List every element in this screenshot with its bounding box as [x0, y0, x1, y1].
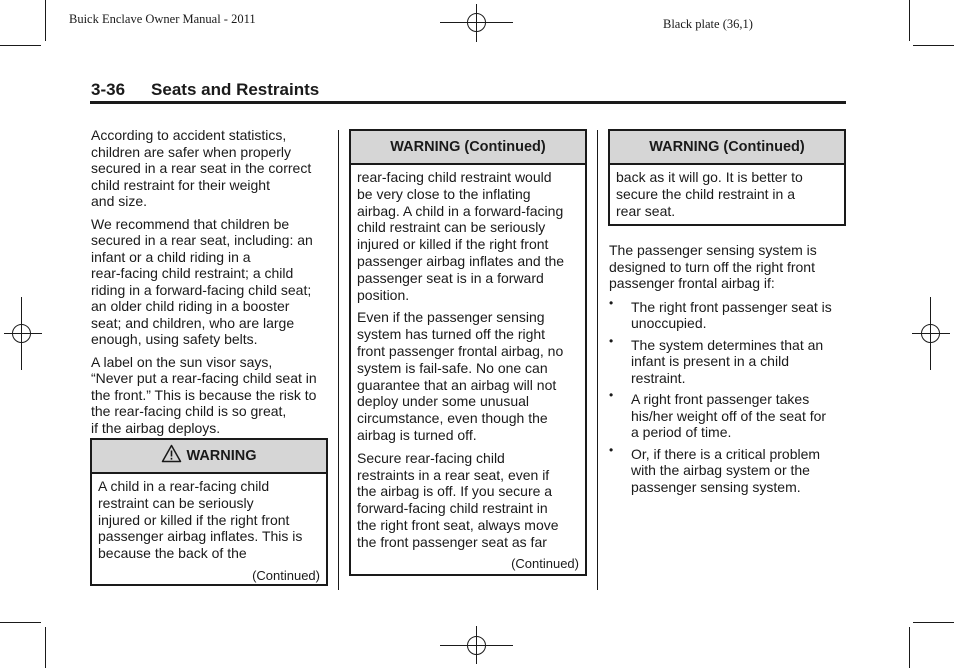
text-line: airbag is turned off. — [357, 426, 477, 443]
paragraph-sensing-system-intro — [609, 242, 849, 292]
crop-mark-tl-h — [0, 45, 41, 46]
text-line: The passenger sensing system is — [609, 242, 817, 258]
section-rule — [90, 101, 846, 104]
text-line: rear-facing child restraint would — [357, 169, 552, 185]
text-line: rear seat. — [616, 202, 676, 219]
bullet-icon: • — [609, 442, 614, 457]
continued-label: (Continued) — [252, 568, 320, 583]
text-line: guarantee that an airbag will not — [357, 376, 557, 393]
text-line: forward-facing child restraint in — [357, 500, 548, 517]
text-line: be very close to the inflating — [357, 185, 531, 202]
section-heading — [91, 80, 319, 100]
text-line: deploy under some unusual — [357, 393, 530, 410]
crop-mark-tr-v — [909, 0, 910, 41]
crop-mark-tl-v — [45, 0, 46, 41]
manual-title: Buick Enclave Owner Manual - 2011 — [69, 12, 256, 26]
warning-box-3 — [608, 129, 846, 226]
text-line: unoccupied. — [631, 315, 707, 331]
registration-mark-left-circle — [12, 324, 31, 343]
text-line: the front.” This is because the risk to — [91, 386, 317, 403]
text-line: infant or a child riding in a — [91, 248, 251, 265]
text-line: Or, if there is a critical problem — [631, 445, 821, 462]
text-line: designed to turn off the right front — [609, 258, 815, 275]
text-line: passenger airbag inflates. This is — [98, 528, 303, 545]
warning-body — [616, 169, 803, 219]
warning-box-1 — [90, 438, 328, 586]
text-line: and size. — [91, 193, 148, 209]
column-3 — [609, 242, 849, 495]
text-line: passenger airbag inflates and the — [357, 252, 565, 269]
text-line: because the back of the — [98, 545, 247, 562]
text-line: secure the child restraint in a — [616, 185, 795, 202]
plate-label: Black plate (36,1) — [663, 17, 753, 31]
text-line: if the airbag deploys. — [91, 419, 221, 436]
text-line: back as it will go. It is better to — [616, 169, 803, 185]
text-line: infant is present in a child — [631, 353, 789, 369]
warning-paragraph-1 — [357, 169, 564, 303]
text-line: secured in a rear seat in the correct — [91, 160, 312, 176]
text-line: enough, using safety belts. — [91, 331, 258, 347]
warning-body — [357, 169, 564, 551]
crop-mark-bl-v — [45, 627, 46, 668]
bullet-list-item — [609, 333, 849, 387]
text-line: restraint can be seriously — [98, 494, 254, 511]
text-line: passenger seat is in a forward — [357, 269, 544, 286]
text-line: the rear-facing child is so great, — [91, 403, 287, 419]
continued-label: (Continued) — [511, 556, 579, 571]
warning-triangle-icon — [161, 443, 182, 476]
bullet-list-item — [609, 388, 849, 441]
text-line: rear-facing child restraint; a child — [91, 265, 294, 281]
registration-mark-right-circle — [921, 324, 940, 343]
text-line: front passenger frontal airbag, no — [357, 342, 564, 359]
text-line: an older child riding in a booster — [91, 298, 290, 314]
paragraph-accident-statistics — [91, 127, 331, 210]
text-line: riding in a forward-facing child seat; — [91, 281, 312, 298]
page-number: 3-36 — [91, 80, 126, 99]
text-line: children are safer when properly — [91, 143, 291, 160]
registration-mark-top-circle — [467, 13, 486, 32]
text-line: The system determines that an — [631, 336, 824, 353]
warning-body — [98, 478, 302, 562]
text-line: “Never put a rear-facing child seat in — [91, 370, 317, 386]
text-line: Even if the passenger sensing — [357, 309, 545, 326]
bullet-list-item — [609, 442, 849, 496]
bullet-list-item — [609, 295, 849, 332]
text-line: secured in a rear seat, including: an — [91, 232, 313, 248]
text-line: airbag. A child in a forward-facing — [357, 202, 564, 219]
text-line: a period of time. — [631, 424, 732, 440]
text-line: system is fail-safe. No one can — [357, 359, 548, 376]
paragraph-sun-visor-label — [91, 354, 331, 437]
text-line: child restraint can be seriously — [357, 219, 546, 236]
warning-header: WARNING (Continued) — [610, 131, 844, 165]
column-divider-1 — [338, 130, 339, 590]
text-line: We recommend that children be — [91, 215, 290, 232]
text-line: The right front passenger seat is — [631, 298, 832, 315]
section-title: Seats and Restraints — [151, 80, 320, 99]
text-line: the right front seat, always move — [357, 516, 559, 533]
crop-mark-tr-h — [913, 45, 954, 46]
bullet-icon: • — [609, 295, 614, 310]
registration-mark-bottom-circle — [467, 636, 486, 655]
text-line: A child in a rear-facing child — [98, 478, 270, 494]
paragraph-recommendation — [91, 216, 331, 348]
text-line: injured or killed if the right front — [98, 511, 290, 528]
text-line: system has turned off the right — [357, 326, 546, 343]
text-line: circumstance, even though the — [357, 410, 548, 427]
warning-header — [92, 440, 326, 474]
text-line: passenger frontal airbag if: — [609, 275, 775, 291]
text-line: A right front passenger takes — [631, 391, 810, 407]
text-line: the front passenger seat as far — [357, 533, 547, 550]
crop-mark-bl-h — [0, 622, 41, 623]
warning-paragraph-3 — [357, 450, 564, 551]
crop-mark-br-h — [913, 622, 954, 623]
warning-paragraph-2 — [357, 309, 564, 443]
text-line: child restraint for their weight — [91, 176, 270, 193]
text-line: with the airbag system or the — [631, 462, 810, 478]
text-line: passenger sensing system. — [631, 478, 801, 495]
text-line: seat; and children, who are large — [91, 314, 295, 331]
crop-mark-br-v — [909, 627, 910, 668]
warning-header: WARNING (Continued) — [351, 131, 585, 165]
column-divider-2 — [597, 130, 598, 590]
text-line: According to accident statistics, — [91, 127, 287, 143]
warning-label: WARNING — [186, 448, 257, 464]
text-line: Secure rear-facing child — [357, 449, 505, 466]
column-1 — [91, 127, 331, 436]
text-line: the airbag is off. If you secure a — [357, 483, 553, 500]
text-line: his/her weight off of the seat for — [631, 407, 827, 424]
warning-box-2 — [349, 129, 587, 576]
bullet-icon: • — [609, 333, 614, 348]
text-line: restraint. — [631, 369, 686, 386]
text-line: A label on the sun visor says, — [91, 353, 273, 370]
bullet-icon: • — [609, 388, 614, 402]
text-line: injured or killed if the right front — [357, 236, 549, 253]
text-line: position. — [357, 286, 410, 303]
text-line: restraints in a rear seat, even if — [357, 466, 550, 483]
